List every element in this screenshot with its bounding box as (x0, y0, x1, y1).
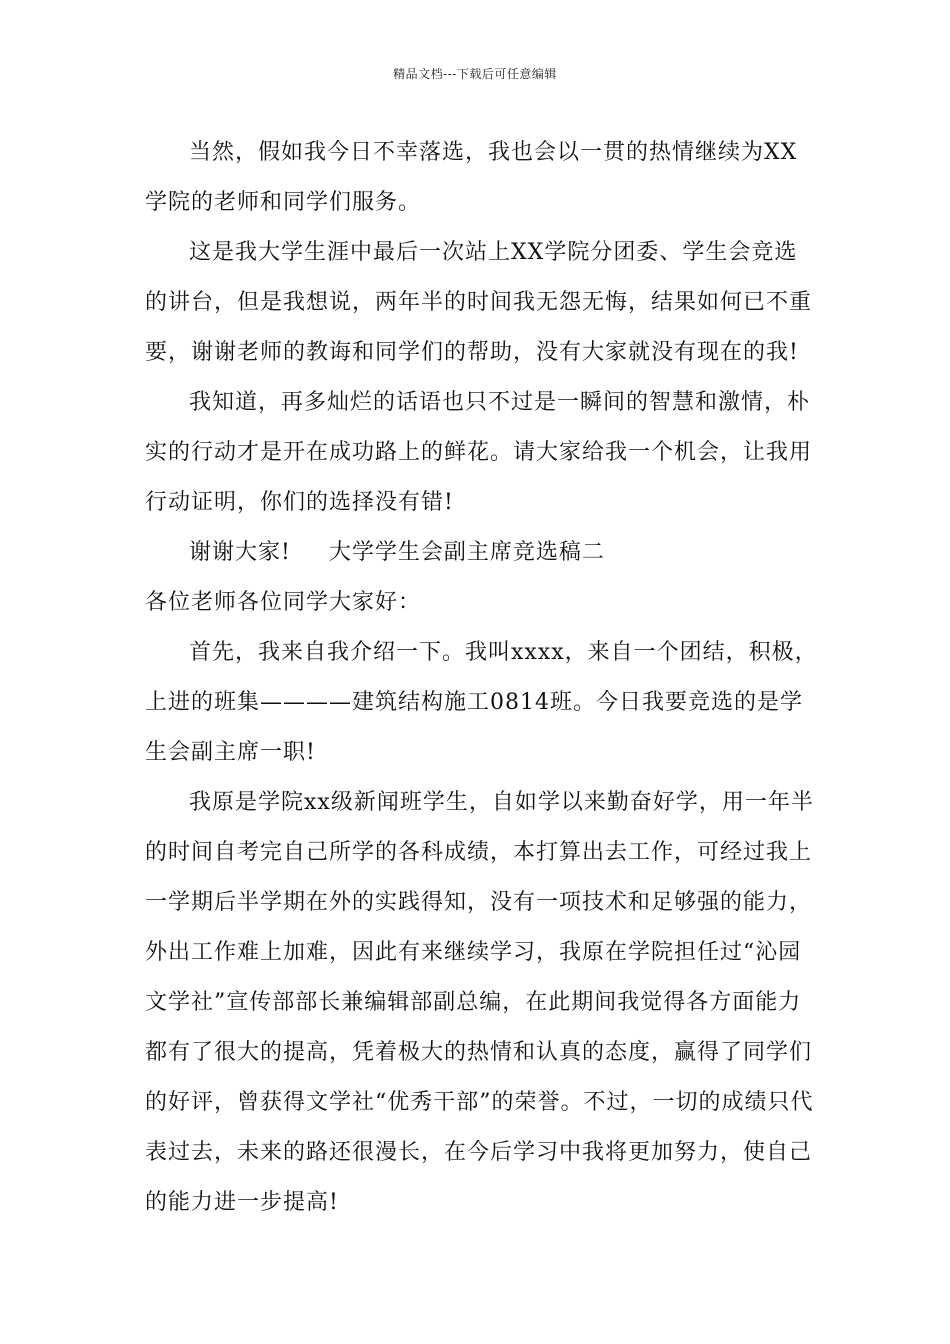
paragraph-4: 首先，我来自我介绍一下。我叫xxxx，来自一个团结，积极，上进的班集————建筑结构施工0814班。今日我要竞选的是学生会副主席一职! (145, 640, 818, 765)
thanks-and-title-line (145, 528, 820, 578)
section-title: 大学学生会副主席竞选稿二 (328, 540, 605, 565)
document-body (145, 128, 820, 1228)
greeting: 各位老师各位同学大家好： (145, 590, 422, 615)
paragraph-1: 当然，假如我今日不幸落选，我也会以一贯的热情继续为XX学院的老师和同学们服务。 (145, 140, 798, 215)
paragraph-2: 这是我大学生涯中最后一次站上XX学院分团委、学生会竞选的讲台，但是我想说，两年半的时间我无怨无悔，结果如何已不重要，谢谢老师的教诲和同学们的帮助，没有大家就没有现在的我! (145, 240, 813, 365)
paragraph-5: 我原是学院xx级新闻班学生，自如学以来勤奋好学，用一年半的时间自考完自己所学的各科成绩，本打算出去工作，可经过我上一学期后半学期在外的实践得知，没有一项技术和足够强的能力，外出工作难上加难，因此有来继续学习，我原在学院担任过“沁园文学社”宣传部部长兼编辑部副总编，在此期间我觉得各方面能力都有了很大的提高，凭着极大的热情和认真的态度，赢得了同学们的好评，曾获得文学社“优秀干部”的荣誉。不过，一切的成绩只代表过去，未来的路还很漫长，在今后学习中我将更加努力，使自己的能力进一步提高! (145, 790, 814, 1215)
thanks-text: 谢谢大家! (189, 540, 291, 565)
page-header: 精品文档---下载后可任意编辑 (393, 67, 557, 81)
paragraph-3: 我知道，再多灿烂的话语也只不过是一瞬间的智慧和激情，朴实的行动才是开在成功路上的鲜花。请大家给我一个机会，让我用行动证明，你们的选择没有错! (145, 390, 813, 515)
